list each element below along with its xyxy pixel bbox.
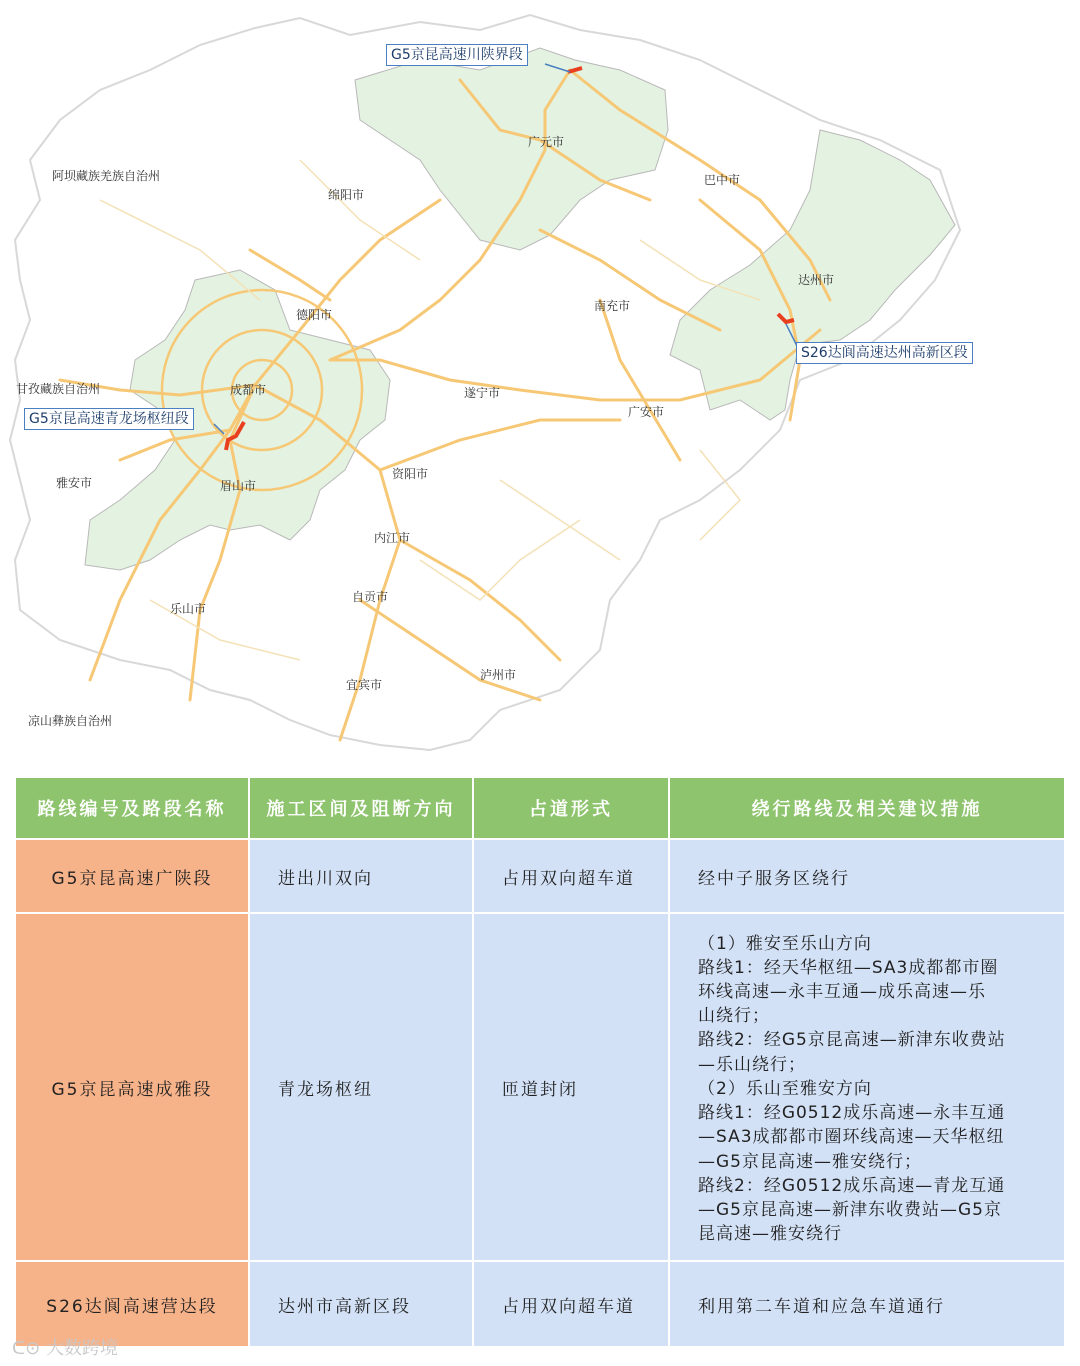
city-label: 广安市 [628, 405, 665, 419]
city-label: 绵阳市 [328, 188, 365, 202]
detour: 利用第二车道和应急车道通行 [670, 1262, 1064, 1348]
city-label: 巴中市 [704, 173, 741, 187]
route-name: S26达阆高速营达段 [16, 1262, 250, 1348]
city-label: 德阳市 [296, 308, 333, 322]
city-label: 成都市 [230, 383, 267, 397]
city-label: 眉山市 [220, 479, 257, 493]
detour-line: —G5京昆高速—新津东收费站—G5京 [698, 1199, 1002, 1220]
detour-line: （1）雅安至乐山方向 [698, 933, 872, 954]
header-occupation: 占道形式 [474, 778, 670, 840]
detour-line: 昆高速—雅安绕行 [698, 1224, 842, 1245]
callout-north: G5京昆高速川陕界段 [386, 44, 528, 66]
table-header-row [16, 778, 1064, 840]
detour-line: 环线高速—永丰互通—成乐高速—乐 [698, 982, 986, 1003]
occupation: 占用双向超车道 [474, 840, 670, 914]
section: 达州市高新区段 [250, 1262, 474, 1348]
detour-line: （2）乐山至雅安方向 [698, 1078, 872, 1099]
detour-line: 路线2：经G5京昆高速—新津东收费站 [698, 1030, 1006, 1051]
construction-table [16, 778, 1064, 1348]
city-label: 遂宁市 [464, 386, 501, 400]
city-label: 南充市 [594, 299, 631, 313]
city-label: 资阳市 [392, 467, 429, 481]
prefecture-label: 阿坝藏族羌族自治州 [52, 169, 161, 183]
callout-chengdu: G5京昆高速青龙场枢纽段 [24, 408, 194, 430]
header-route: 路线编号及路段名称 [16, 778, 250, 840]
city-label: 泸州市 [480, 668, 517, 682]
city-label: 雅安市 [56, 476, 93, 490]
watermark-text: 大数跨境 [45, 1338, 118, 1359]
city-label: 达州市 [798, 273, 835, 287]
prefecture-label: 甘孜藏族自治州 [16, 382, 101, 396]
header-section: 施工区间及阻断方向 [250, 778, 474, 840]
detour: 经中子服务区绕行 [670, 840, 1064, 914]
callout-dazhou: S26达阆高速达州高新区段 [796, 342, 973, 364]
watermark [12, 1334, 118, 1360]
occupation: 占用双向超车道 [474, 1262, 670, 1348]
city-label: 内江市 [374, 531, 411, 545]
prefecture-label: 凉山彝族自治州 [28, 714, 113, 728]
route-name: G5京昆高速广陕段 [16, 840, 250, 914]
detour [670, 914, 1064, 1262]
section: 进出川双向 [250, 840, 474, 914]
detour-line: —SA3成都都市圈环线高速—天华枢纽 [698, 1127, 1005, 1148]
detour-line: —G5京昆高速—雅安绕行； [698, 1151, 922, 1172]
detour-line: 路线2：经G0512成乐高速—青龙互通 [698, 1175, 1006, 1196]
city-label: 广元市 [528, 135, 565, 149]
detour-line: 路线1：经G0512成乐高速—永丰互通 [698, 1103, 1006, 1124]
table-row [16, 1262, 1064, 1348]
city-label: 宜宾市 [346, 678, 383, 692]
detour-line: 路线1：经天华枢纽—SA3成都都市圈 [698, 957, 999, 978]
route-name: G5京昆高速成雅段 [16, 914, 250, 1262]
section: 青龙场枢纽 [250, 914, 474, 1262]
city-label: 自贡市 [352, 590, 389, 604]
city-label: 乐山市 [170, 602, 207, 616]
table-row [16, 914, 1064, 1262]
detour-line: —乐山绕行； [698, 1054, 806, 1075]
occupation: 匝道封闭 [474, 914, 670, 1262]
header-detour: 绕行路线及相关建议措施 [670, 778, 1064, 840]
watermark-logo-icon: ᑕ⊙ [12, 1338, 41, 1359]
table-row [16, 840, 1064, 914]
detour-line: 山绕行； [698, 1006, 770, 1027]
